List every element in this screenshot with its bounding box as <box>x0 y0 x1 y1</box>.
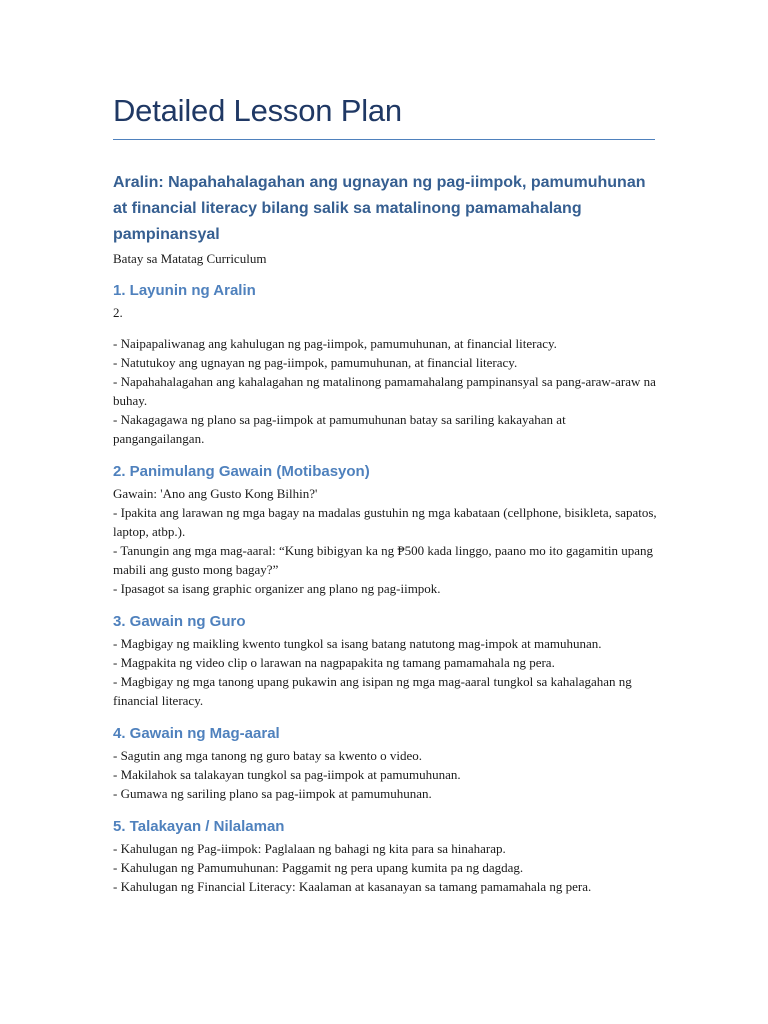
section-line: - Makilahok sa talakayan tungkol sa pag-iimpok at pamumuhunan. <box>113 767 461 782</box>
section-line: - Kahulugan ng Pag-iimpok: Paglalaan ng bahagi ng kita para sa hinaharap. <box>113 841 506 856</box>
section-line: - Naipapaliwanag ang kahulugan ng pag-iimpok, pamumuhunan, at financial literacy. <box>113 336 557 351</box>
section-gawain-ng-guro <box>113 612 658 710</box>
section-talakayan <box>113 817 658 896</box>
section-line: - Magbigay ng mga tanong upang pukawin ang isipan ng mga mag-aaral tungkol sa kahalagahan ng financial literacy. <box>113 674 632 708</box>
section-panimulang-gawain <box>113 462 658 598</box>
section-line: - Nakagagawa ng plano sa pag-iimpok at pamumuhunan batay sa sariling kakayahan at pangangailangan. <box>113 412 566 446</box>
section-line: - Magpakita ng video clip o larawan na nagpapakita ng tamang pamamahala ng pera. <box>113 655 555 670</box>
section-heading: 3. Gawain ng Guro <box>113 613 246 630</box>
section-line: - Magbigay ng maikling kwento tungkol sa isang batang natutong mag-impok at mamuhunan. <box>113 636 602 651</box>
section-heading: 4. Gawain ng Mag-aaral <box>113 725 280 742</box>
document-body <box>113 170 658 896</box>
document-title: Detailed Lesson Plan <box>113 93 402 128</box>
section-line: - Tanungin ang mga mag-aaral: “Kung bibigyan ka ng ₱500 kada linggo, paano mo ito gagamitin upang mabili ang gusto mong bagay?” <box>113 543 654 577</box>
lesson-heading: Aralin: Napahahalagahan ang ugnayan ng pag-iimpok, pamumuhunan at financial literacy bilang salik sa matalinong pamamahalang pampinansyal <box>113 174 646 243</box>
title-underline <box>113 139 655 140</box>
section-heading: 5. Talakayan / Nilalaman <box>113 818 285 835</box>
section-heading: 2. Panimulang Gawain (Motibasyon) <box>113 463 370 480</box>
section-line: - Kahulugan ng Pamumuhunan: Paggamit ng pera upang kumita pa ng dagdag. <box>113 860 524 875</box>
section-layunin <box>113 281 658 448</box>
section-line: - Napahahalagahan ang kahalagahan ng matalinong pamamahalang pampinansyal sa pang-araw-araw na buhay. <box>113 374 656 408</box>
section-line: - Ipakita ang larawan ng mga bagay na madalas gustuhin ng mga kabataan (cellphone, bisikleta, sapatos, laptop, atbp.). <box>113 505 657 539</box>
section-line: - Gumawa ng sariling plano sa pag-iimpok at pamumuhunan. <box>113 786 432 801</box>
section-line <box>113 322 658 334</box>
section-line: - Sagutin ang mga tanong ng guro batay sa kwento o video. <box>113 748 423 763</box>
section-heading: 1. Layunin ng Aralin <box>113 282 256 299</box>
curriculum-subtitle: Batay sa Matatag Curriculum <box>113 251 267 266</box>
section-line: - Ipasagot sa isang graphic organizer ang plano ng pag-iimpok. <box>113 581 441 596</box>
section-line: 2. <box>113 305 123 320</box>
section-gawain-ng-mag-aaral <box>113 724 658 803</box>
section-line: - Natutukoy ang ugnayan ng pag-iimpok, pamumuhunan, at financial literacy. <box>113 355 518 370</box>
section-line: - Kahulugan ng Financial Literacy: Kaalaman at kasanayan sa tamang pamamahala ng pera. <box>113 879 592 894</box>
section-line: Gawain: 'Ano ang Gusto Kong Bilhin?' <box>113 486 318 501</box>
